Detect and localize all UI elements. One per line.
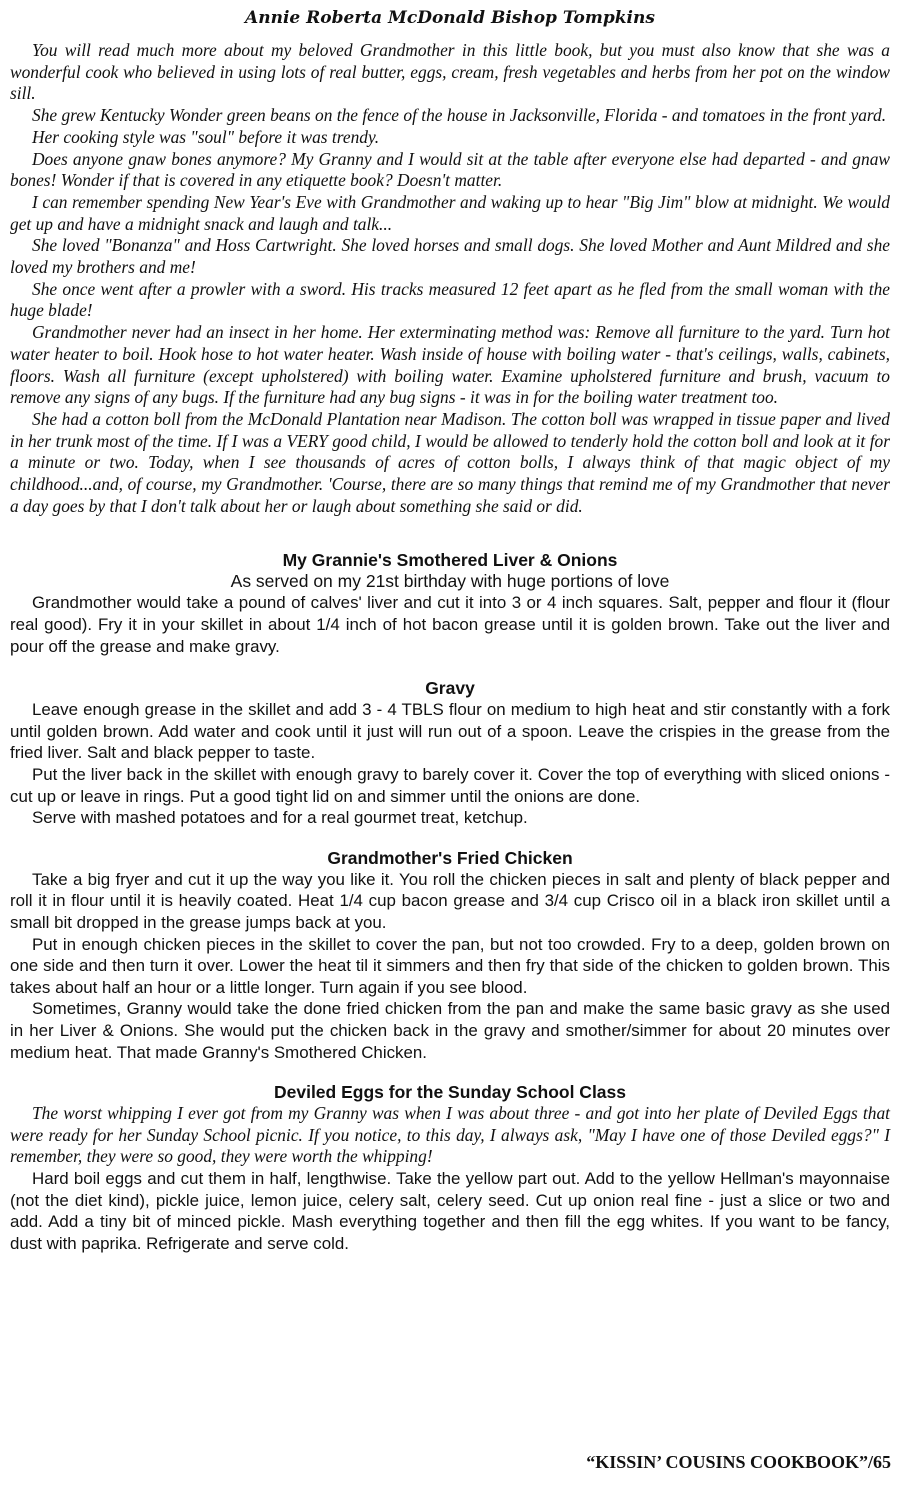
cookbook-page: [10, 0, 890, 1254]
recipe-paragraph: Hard boil eggs and cut them in half, lengthwise. Take the yellow part out. Add to the yellow Hellman's mayonnaise (not the diet kind), pickle juice, lemon juice, celery salt, celery seed. Cut up onion real fine - just a slice or two and add. Add a tiny bit of minced pickle. Mash everything together and then fill the egg whites. If you want to be fancy, dust with paprika. Refrigerate and serve cold.: [10, 1168, 890, 1253]
recipe-title: My Grannie's Smothered Liver & Onions: [282, 550, 618, 571]
recipe-deviled-eggs: [10, 1081, 890, 1254]
intro-paragraph: Grandmother never had an insect in her home. Her exterminating method was: Remove all furniture to the yard. Turn hot water heater to boil. Hook hose to hot water heater. Wash inside of house with boiling water - that's ceilings, walls, cabinets, floors. Wash all furniture (except upholstered) with boiling water. Examine upholstered furniture and brush, vacuum to remove any signs of any bugs. If the furniture had any bug signs - it was in for the boiling water treatment too.: [10, 322, 890, 408]
recipe-paragraph: Take a big fryer and cut it up the way you like it. You roll the chicken pieces in salt and plenty of black pepper and roll it in flour until it is heavily coated. Heat 1/4 cup bacon grease and 3/4 cup Crisco oil in a black iron skillet until a small bit dropped in the grease jumps back at you.: [10, 869, 890, 932]
intro-paragraph: She grew Kentucky Wonder green beans on the fence of the house in Jacksonville, Florida - and tomatoes in the front yard.: [32, 105, 887, 126]
intro-paragraph: She had a cotton boll from the McDonald Plantation near Madison. The cotton boll was wrapped in tissue paper and lived in her trunk most of the time. If I was a VERY good child, I would be allowed to tenderly hold the cotton boll and look at it for a minute or two. Today, when I see thousands of acres of cotton bolls, I always think of that magic object of my childhood...and, of course, my Grandmother. 'Course, there are so many things that remind me of my Grandmother that never a day goes by that I don't talk about her or laugh about something she said or did.: [10, 408, 890, 516]
recipe-paragraph: Put in enough chicken pieces in the skillet to cover the pan, but not too crowded. Fry to a deep, golden brown on one side and then turn it over. Lower the heat til it simmers and then fry that side of the chicken to golden brown. This takes about half an hour or a little longer. Turn again if you see blood.: [10, 934, 890, 997]
recipe-story: The worst whipping I ever got from my Granny was when I was about three - and got into her plate of Deviled Eggs that were ready for her Sunday School picnic. If you notice, to this day, I always ask, "May I have one of those Deviled eggs?" I remember, they were so good, they were worth the whipping!: [10, 1103, 890, 1167]
recipe-paragraph: Grandmother would take a pound of calves' liver and cut it into 3 or 4 inch squares. Salt, pepper and flour it (flour real good). Fry it in your skillet in about 1/4 inch of hot bacon grease until it is golden brown. Take out the liver and pour off the grease and make gravy.: [10, 593, 890, 656]
recipe-subtitle: As served on my 21st birthday with huge portions of love: [230, 571, 670, 592]
recipe-paragraph: Sometimes, Granny would take the done fried chicken from the pan and make the same basic gravy as she used in her Liver & Onions. She would put the chicken back in the gravy and smother/simmer for about 20 minutes over medium heat. That made Granny's Smothered Chicken.: [10, 999, 890, 1062]
intro-paragraph: You will read much more about my beloved Grandmother in this little book, but you must also know that she was a wonderful cook who believed in using lots of real butter, eggs, cream, fresh vegetables and herbs from her pot on the window sill.: [10, 40, 890, 104]
recipe-paragraph: Serve with mashed potatoes and for a real gourmet treat, ketchup.: [32, 808, 528, 828]
intro-section: [10, 40, 890, 517]
intro-paragraph: She loved "Bonanza" and Hoss Cartwright. She loved horses and small dogs. She loved Mother and Aunt Mildred and she loved my brothers and me!: [10, 235, 890, 278]
intro-paragraph: She once went after a prowler with a sword. His tracks measured 12 feet apart as he fled from the small woman with the huge blade!: [10, 278, 890, 321]
recipe-liver: [10, 549, 890, 657]
recipe-title: Gravy: [425, 678, 475, 699]
recipe-gravy: [10, 677, 890, 829]
recipe-fried-chicken: [10, 847, 890, 1063]
intro-paragraph: I can remember spending New Year's Eve with Grandmother and waking up to hear "Big Jim" blow at midnight. We would get up and have a midnight snack and laugh and talk...: [10, 191, 890, 234]
author-header: Annie Roberta McDonald Bishop Tompkins: [245, 8, 655, 28]
recipe-title: Deviled Eggs for the Sunday School Class: [273, 1082, 627, 1103]
intro-paragraph: Her cooking style was "soul" before it was trendy.: [32, 126, 380, 147]
intro-paragraph: Does anyone gnaw bones anymore? My Granny and I would sit at the table after everyone else had departed - and gnaw bones! Wonder if that is covered in any etiquette book? Doesn't matter.: [10, 148, 890, 191]
recipe-paragraph: Leave enough grease in the skillet and add 3 - 4 TBLS flour on medium to high heat and stir constantly with a fork until golden brown. Add water and cook until it just will run out of a spoon. Leave the crispies in the grease from the fried liver. Salt and black pepper to taste.: [10, 700, 890, 763]
page-footer: “KISSIN’ COUSINS COOKBOOK”/65: [586, 1452, 891, 1472]
recipe-title: Grandmother's Fried Chicken: [327, 847, 573, 868]
recipe-paragraph: Put the liver back in the skillet with enough gravy to barely cover it. Cover the top of everything with sliced onions - cut up or leave in rings. Put a good tight lid on and simmer until the onions are done.: [10, 765, 890, 806]
